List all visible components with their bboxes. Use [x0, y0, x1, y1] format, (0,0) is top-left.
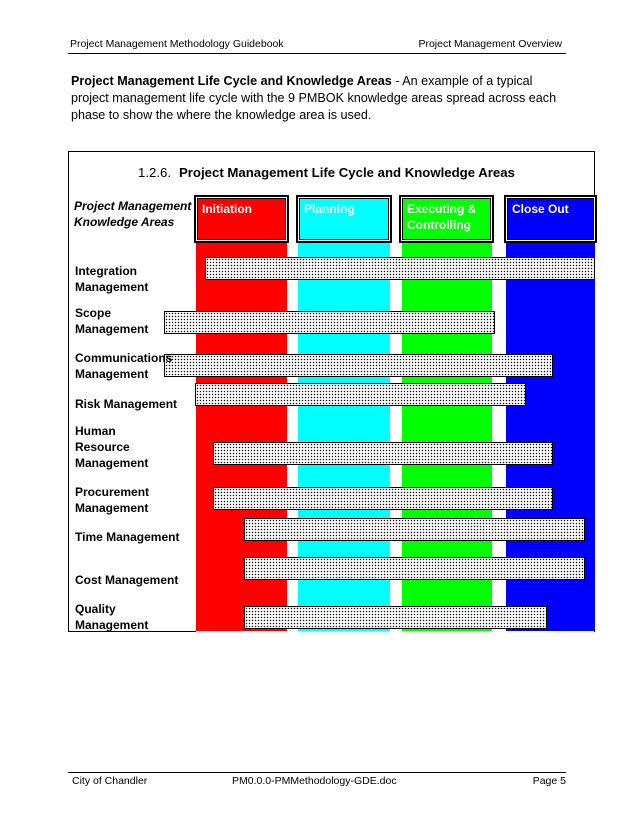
bar-communications-management	[164, 354, 553, 377]
footer-filename: PM0.0.0-PMMethodology-GDE.doc	[232, 775, 397, 787]
header-rule	[68, 53, 566, 54]
bar-cost-management	[244, 557, 585, 580]
intro-paragraph	[71, 73, 563, 124]
label-scope-management: Scope Management	[75, 306, 149, 336]
footer-page-number: Page 5	[532, 775, 566, 787]
knowledge-areas-column-header: Project Management Knowledge Areas	[74, 199, 192, 229]
header-section-title: Project Management Overview	[418, 38, 562, 50]
phase-close-out	[504, 195, 597, 243]
phase-closeout-label: Close Out	[512, 202, 569, 216]
footer-organization: City of Chandler	[72, 775, 148, 787]
label-integration-management: Integration Management	[75, 264, 149, 294]
footer-rule	[68, 772, 566, 773]
phase-planning-label: Planning	[304, 202, 355, 216]
label-cost-management: Cost Management	[75, 573, 179, 587]
label-time-management: Time Management	[75, 530, 180, 544]
phase-planning	[296, 195, 392, 243]
figure-number: 1.2.6.	[138, 165, 171, 180]
figure-title-text: Project Management Life Cycle and Knowledge Areas	[179, 165, 515, 180]
bar-integration-management	[205, 257, 595, 280]
bar-human-resource-management	[213, 442, 553, 465]
label-quality-management: Quality Management	[75, 602, 149, 632]
label-human-resource-management: Human Resource Management	[75, 424, 149, 470]
bar-time-management	[244, 518, 585, 541]
bar-scope-management	[164, 311, 495, 334]
phase-initiation	[194, 195, 289, 243]
label-procurement-management: Procurement Management	[75, 485, 150, 515]
intro-title: Project Management Life Cycle and Knowledge Areas	[71, 74, 392, 88]
page-header	[68, 38, 566, 54]
phase-executing-controlling	[399, 195, 494, 243]
header-doc-title: Project Management Methodology Guidebook	[70, 38, 284, 50]
bar-procurement-management	[213, 487, 553, 510]
bar-risk-management	[195, 383, 526, 406]
intro-text: - An example of a typical project management life cycle with the 9 PMBOK knowledge areas spread across each phase to show the where the knowledge area is used.	[71, 74, 557, 122]
figure-title	[138, 165, 515, 180]
bar-quality-management	[244, 606, 547, 629]
label-risk-management: Risk Management	[75, 397, 178, 411]
phase-executing-label: Executing & Controlling	[407, 202, 477, 232]
label-communications-management: Communications Management	[75, 351, 173, 381]
phase-initiation-label: Initiation	[202, 202, 252, 216]
